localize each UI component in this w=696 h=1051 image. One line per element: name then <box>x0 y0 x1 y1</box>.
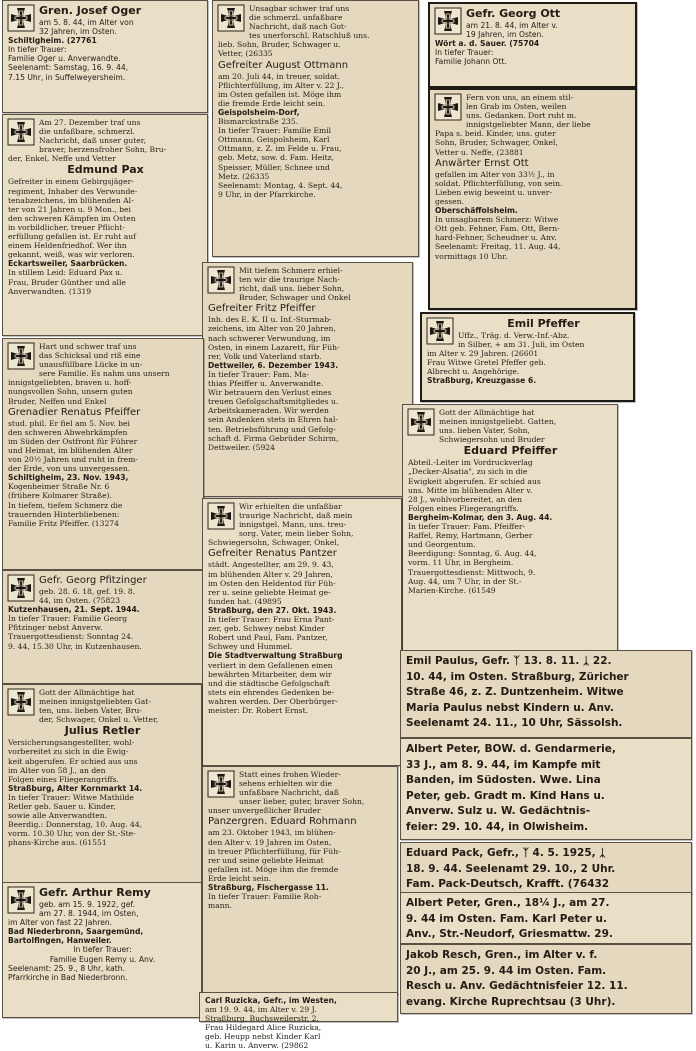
obituary-text-line: erfüllung gefallen ist. Er ruht auf <box>8 232 136 242</box>
iron-cross-icon <box>208 771 234 797</box>
obituary-text-line: Seelenamt: Freitag, 11. Aug. 44, <box>435 242 561 252</box>
obituary-text-line: vormittags 10 Uhr. <box>435 251 508 261</box>
obituary-text-line: Ottmann, z. Z. im Felde u. Frau, <box>218 144 342 154</box>
obituary-text-line: evang. Kirche Ruprechtsau (3 Uhr). <box>406 995 616 1008</box>
obituary-text-line: 19 Jahren, im Osten. <box>466 30 544 40</box>
obituary-name: Panzergren. Eduard Rohmann <box>208 816 357 828</box>
obituary-text-line: zeichens, im Alter von 20 Jahren, <box>208 324 336 334</box>
obituary-text-line: ten wir die traurige Nach- <box>239 275 340 285</box>
obituary-text-line: am 21. 8. 44, im Alter v. <box>466 21 558 30</box>
obituary-text-line: 32 Jahren, im Osten. <box>39 27 117 37</box>
obituary-text-line: In tiefer Trauer: Fam. Pfeiffer- <box>408 522 526 532</box>
obituary-text-line: im Alter v. 29 Jahren. (26601 <box>427 349 539 359</box>
obituary-text-line: Inh. des E. K. II u. Inf.-Sturmab- <box>208 315 332 325</box>
obituary-text-line: im Alter von fast 22 Jahren. <box>8 918 113 928</box>
obituary-text-line: In tiefer Trauer: Familie Emil <box>218 126 332 136</box>
obituary-text-line: Anv., Str.-Neudorf, Griesmattw. 29. <box>406 928 613 940</box>
obituary-name: Gefreiter August Ottmann <box>218 59 349 71</box>
obituary-text-line: Straßburg, den 27. Okt. 1943. <box>208 605 337 615</box>
obituary-text-line: nach schwerer Verwundung, im <box>208 333 331 343</box>
obituary-text-line: mann. <box>208 901 232 911</box>
obituary-text-line: Bartolfingen, Hanweiler. <box>8 936 112 946</box>
iron-cross-icon <box>408 409 434 435</box>
obituary-text-line: uns. lieben Vater, Sohn, <box>439 426 530 436</box>
obituary-text-line: Schwiegersohn und Bruder <box>439 435 545 445</box>
obituary-text-line: innigstgeliebter Mann, der liebe <box>466 120 591 130</box>
iron-cross-icon <box>208 267 234 293</box>
obituary-text-line: Kogenheimer Straße Nr. 6 <box>8 482 110 492</box>
obituary-text-line: keit abgerufen. Er schied aus uns <box>8 756 138 766</box>
obituary-name: Edmund Pax <box>67 163 144 177</box>
obituary-text-line: die schmerzl. unfaßbare <box>249 13 343 23</box>
obituary-text-line: in treuer Pflichterfüllung, für Füh- <box>208 846 341 856</box>
iron-cross-icon <box>208 503 234 529</box>
obituary-text-line: Straßburg, Kreuzgasse 6. <box>427 376 537 386</box>
obituary-text-line: Die Stadtverwaltung Straßburg <box>208 651 343 661</box>
obituary-text-line: im Alter von 58 J., an den <box>8 765 106 775</box>
obituary-clipping <box>2 114 208 336</box>
obituary-text-line: sein Andenken stets in Ehren hal- <box>208 415 338 425</box>
obituary-text-line: Raffel, Remy, Hartmann, Gerber <box>408 531 533 541</box>
obituary-text-line: im Osten gefallen ist. Möge ihm <box>218 89 342 99</box>
obituary-text-line: sowie alle Anverwandten. <box>8 811 108 821</box>
obituary-clipping <box>428 2 637 88</box>
obituary-text-line: In tiefem, tiefem Schmerz die <box>8 500 123 510</box>
iron-cross-icon <box>435 8 461 34</box>
obituary-text-line: die unfaßbare, schmerzl. <box>39 127 135 137</box>
obituary-name: Julius Retler <box>64 724 141 738</box>
obituary-text-line: Oberschäffolsheim. <box>435 206 518 216</box>
obituary-text-line: In tiefer Trauer: Familie Roh- <box>208 892 322 902</box>
obituary-text-line: Straßburg, Buchsweilerstr. 2. <box>205 1014 319 1024</box>
obituary-text-line: Fern von uns, an einem stil- <box>466 93 574 102</box>
obituary-text-line: Bruder, Schwager und Onkel <box>239 293 351 303</box>
obituary-text-line: In stillem Leid: Eduard Pax u. <box>8 268 123 278</box>
iron-cross-icon <box>8 343 34 369</box>
iron-cross-icon <box>8 575 34 601</box>
iron-cross-icon <box>8 119 34 145</box>
obituary-text-line: Straße 46, z. Z. Duntzenheim. Witwe <box>406 686 624 698</box>
obituary-text-line: Bergheim-Kolmar, den 3. Aug. 44. <box>408 512 553 522</box>
obituary-text-line: Schwiegersohn, Schwager, Onkel, <box>208 538 340 548</box>
obituary-clipping <box>400 738 692 840</box>
obituary-text-line: einem Heldenfriedhof. Wer ihn <box>8 241 127 251</box>
obituary-text-line: phans-Kirche aus. (61551 <box>8 838 107 848</box>
obituary-text-line: Seelenamt: Montag, 4. Sept. 44, <box>218 180 343 190</box>
obituary-text-line: Banden, im Südosten. Wwe. Lina <box>406 774 601 786</box>
obituary-text-line: funden hat. (49895 <box>208 596 282 606</box>
obituary-text-line: Statt eines frohen Wieder- <box>239 770 341 779</box>
obituary-text-line: Gott der Allmächtige hat <box>439 408 535 417</box>
obituary-text-line: ter von 21 Jahren u. 9 Mon., bei <box>8 204 131 214</box>
obituary-text-line: hard-Fehner, Scheudner u. Anv. <box>435 233 557 243</box>
obituary-text-line: den Alter v. 19 Jahren im Osten, <box>208 837 332 847</box>
obituary-text-line: geb. am 15. 9. 1922, gef. <box>39 900 135 909</box>
obituary-text-line: ten, uns. lieben Vater, Bru- <box>39 706 142 716</box>
obituary-text-line: In unsagbarem Schmerz: Witwe <box>435 215 559 225</box>
obituary-text-line: thias Pfeiffer u. Anverwandte. <box>208 379 324 389</box>
obituary-text-line: u. Karin u. Anverw. (29862 <box>205 1041 309 1051</box>
obituary-text-line: Beerdig.: Donnerstag, 10. Aug. 44, <box>8 820 143 830</box>
obituary-text-line: geb. Heupp nebst Kinder Karl <box>205 1032 321 1042</box>
obituary-text-line: Kutzenhausen, 21. Sept. 1944. <box>8 605 140 615</box>
iron-cross-icon <box>427 318 453 344</box>
obituary-text-line: vorbereitet zu sich in die Ewig- <box>8 747 129 757</box>
obituary-text-line: richt, daß uns. lieber Sohn, <box>239 284 345 294</box>
obituary-text-line: Am 27. Dezember traf uns <box>39 118 141 127</box>
obituary-text-line: Wört a. d. Sauer. (75704 <box>435 39 540 49</box>
obituary-name: Gefreiter Renatus Pantzer <box>208 548 337 560</box>
obituary-text-line: uns. Gedanken. Dort ruht m. <box>466 111 577 121</box>
obituary-text-line: Bad Niederbronn, Saargemünd, <box>8 927 144 937</box>
obituary-text-line: Retler geb. Sauer u. Kinder, <box>8 802 116 812</box>
obituary-text-line: Osten, in einem Lazarett, für Füh- <box>208 342 340 352</box>
obituary-text-line: unser lieber, guter, braver Sohn, <box>239 797 365 807</box>
obituary-text-line: Arbeitskameraden. Wir werden <box>208 406 329 416</box>
obituary-text-line: Fam. Pack-Deutsch, Krafft. (76432 <box>406 878 610 890</box>
obituary-text-line: unser unvergeßlicher Bruder <box>208 806 321 816</box>
obituary-text-line: am 27. 8. 1944, im Osten, <box>39 909 139 919</box>
obituary-text-line: In tiefer Trauer: Familie Georg <box>8 614 128 624</box>
obituary-text-line: Folgen eines Fliegerangriffs. <box>8 774 119 784</box>
obituary-name: Gren. Josef Oger <box>39 4 142 17</box>
obituary-text-line: Trauergottesdienst: Mittwoch, 9. <box>408 567 536 577</box>
obituary-text-line: Versicherungsangestellter, wohl- <box>8 738 135 748</box>
obituary-text-line: Seelenamt: Samstag, 16. 9. 44, <box>8 63 129 73</box>
obituary-text-line: am 19. 9. 44, im Alter v. 29 J. <box>205 1005 317 1015</box>
obituary-text-line: Nachricht, daß nach Got- <box>249 22 347 32</box>
obituary-text-line: Maria Paulus nebst Kindern u. Anv. <box>406 701 614 714</box>
obituary-name: Gefr. Arthur Remy <box>39 886 151 899</box>
obituary-text-line: Straßburg, Alter Kornmarkt 14. <box>8 783 143 793</box>
obituary-text-line: Marien-Kirche. (61549 <box>408 585 496 595</box>
obituary-text-line: In tiefer Trauer: Witwe Mathilde <box>8 792 134 802</box>
obituary-name: Eduard Pfeiffer <box>463 444 558 458</box>
obituary-clipping <box>2 882 202 1018</box>
obituary-text-line: rer u. seine geliebte Heimat ge- <box>208 587 331 597</box>
obituary-text-line: unausfüllbare Lücke in un- <box>39 360 143 370</box>
obituary-text-line: und die städtische Gefolgschaft <box>208 678 330 688</box>
obituary-text-line: rer, Volk und Vaterland starb. <box>208 351 322 361</box>
obituary-text-line: im Osten den Heldentod für Füh- <box>208 578 336 588</box>
obituary-text-line: Metz. (26335 <box>218 171 270 181</box>
obituary-text-line: Beerdigung: Sonntag, 6. Aug. 44, <box>408 549 537 559</box>
obituary-text-line: Eckartsweiler, Saarbrücken. <box>8 259 128 269</box>
obituary-text-line: gekannt, weiß, was wir verloren. <box>8 250 135 260</box>
obituary-name: Grenadier Renatus Pfeiffer <box>8 406 141 418</box>
obituary-text-line: Familie Eugen Remy u. Anv. <box>49 954 156 964</box>
obituary-text-line: 20 J., am 25. 9. 44 im Osten. Fam. <box>406 964 607 977</box>
obituary-text-line: Carl Ruzicka, Gefr., im Westen, <box>205 996 337 1005</box>
obituary-text-line: In tiefer Trauer: <box>73 945 132 955</box>
obituary-clipping <box>402 404 618 654</box>
obituary-text-line: Wir erhielten die unfaßbar <box>239 502 342 511</box>
obituary-text-line: Anverw. Sulz u. W. Gedächtnis- <box>406 805 591 817</box>
obituary-text-line: Pfarrkirche in Bad Niederbronn. <box>8 972 128 982</box>
obituary-text-line: zer, geb. Schwey nebst Kinder <box>208 624 325 634</box>
obituary-text-line: treuen Gefolgschaftsmitgliedes u. <box>208 397 339 407</box>
obituary-text-line: den schweren Abwehrkämpfen <box>8 427 128 437</box>
obituary-text-line: uns. Mitte im blühenden Alter v. <box>408 485 533 495</box>
obituary-text-line: Sohn, Bruder, Schwager, Onkel, <box>435 138 558 148</box>
obituary-text-line: von 20½ Jahren und ruht in frem- <box>8 455 138 465</box>
obituary-text-line: Unsagbar schwer traf uns <box>249 4 350 13</box>
obituary-text-line: Schiltigheim. (27761 <box>8 36 97 46</box>
obituary-text-line: städt. Angestellter, am 29. 9. 43, <box>208 560 334 570</box>
obituary-text-line: In tiefer Trauer: <box>435 48 494 58</box>
obituary-text-line: unfaßbare Nachricht, daß <box>239 788 339 798</box>
obituary-text-line: Eduard Pack, Gefr., ᛉ 4. 5. 1925, ᛣ <box>406 847 606 859</box>
obituary-text-line: Seelenamt 24. 11., 10 Uhr, Sässolsh. <box>406 717 623 729</box>
obituary-name: Gefreiter Fritz Pfeiffer <box>208 303 316 315</box>
obituary-text-line: vorm. 10.30 Uhr, von der St.-Ste- <box>8 829 136 839</box>
obituary-text-line: Speisser, Müller, Schnee und <box>218 162 330 172</box>
obituary-text-line: Albert Peter, Gren., 18¼ J., am 27. <box>406 897 610 909</box>
obituary-text-line: und Georgentum. <box>408 540 476 550</box>
obituary-text-line: feier: 29. 10. 44, in Olwisheim. <box>406 820 589 833</box>
obituary-text-line: am 5. 8. 44, im Alter von <box>39 18 134 27</box>
obituary-name: Emil Pfeffer <box>507 317 580 330</box>
obituary-text-line: „Decker-Alsatia", zu sich in die <box>408 467 528 477</box>
obituary-text-line: In tiefer Trauer: <box>8 45 67 55</box>
obituary-text-line: gefallen im Alter von 33½ J., in <box>435 169 555 179</box>
obituary-clipping <box>202 262 413 497</box>
obituary-text-line: und Heimat, im blühenden Alter <box>8 445 133 455</box>
obituary-text-line: das Schicksal und riß eine <box>39 351 141 361</box>
obituary-clipping <box>2 338 204 570</box>
obituary-text-line: 9 Uhr, in der Pfarrkirche. <box>218 189 316 199</box>
obituary-clipping <box>428 88 637 310</box>
obituary-text-line: Anverwandten. (1319 <box>8 286 92 296</box>
obituary-text-line: Familie Johann Ott. <box>435 57 507 67</box>
obituary-text-line: Mit tiefem Schmerz erhiel- <box>239 266 343 275</box>
obituary-text-line: stud. phil. Er fiel am 5. Nov. bei <box>8 418 130 428</box>
obituary-text-line: traurige Nachricht, daß mein <box>239 511 353 521</box>
obituary-text-line: Lieben ewig beweint u. unver- <box>435 187 552 197</box>
obituary-text-line: Bismarckstraße 235. <box>218 117 299 127</box>
obituary-text-line: Gefreiter in einem Gebirgsjäger- <box>8 177 134 187</box>
obituary-text-line: meister: Dr. Robert Ernst. <box>208 705 309 715</box>
obituary-text-line: bewährten Mitarbeiter, dem wir <box>208 669 332 679</box>
obituary-text-line: innigstgel. Mann, uns. treu- <box>239 520 347 530</box>
obituary-text-line: Pfitzinger nebst Anverw. <box>8 623 103 633</box>
obituary-text-line: geb. 28. 6. 18, gef. 19. 8. <box>39 587 136 596</box>
obituary-text-line: 9. 44, 15.30 Uhr, in Kutzenhausen. <box>8 641 142 651</box>
obituary-text-line: Aug. 44, um 7 Uhr, in der St.- <box>408 576 522 586</box>
iron-cross-icon <box>435 94 461 120</box>
obituary-text-line: Frau Witwe Gretel Pfeffer geb. <box>427 358 546 368</box>
obituary-text-line: Frau, Bruder Günther und alle <box>8 277 126 287</box>
obituary-text-line: im blühenden Alter v. 29 Jahren, <box>208 569 333 579</box>
obituary-text-line: geb. Metz, sow. d. Fam. Heitz, <box>218 153 335 163</box>
obituary-clipping <box>400 842 692 894</box>
obituary-text-line: am 20. Juli 44, in treuer, soldat. <box>218 71 340 81</box>
obituary-text-line: der, Schwager, Onkel u. Vetter, <box>39 715 159 725</box>
obituary-text-line: stets ein ehrendes Gedenken be- <box>208 687 335 697</box>
obituary-text-line: braver, herzensfroher Sohn, Bru- <box>39 145 167 155</box>
obituary-text-line: 7.15 Uhr, in Suffelweyersheim. <box>8 72 126 82</box>
obituary-text-line: sorg. Vater, mein lieber Sohn, <box>239 529 354 539</box>
iron-cross-icon <box>8 887 34 913</box>
obituary-clipping <box>400 892 692 944</box>
obituary-clipping <box>212 0 419 257</box>
obituary-text-line: len Grab im Osten, weilen <box>466 102 567 112</box>
obituary-text-line: gefallen ist. Möge ihm die fremde <box>208 864 339 874</box>
obituary-text-line: der Erde, von uns unvergessen. <box>8 464 131 474</box>
obituary-name: Gefr. Georg Pfitzinger <box>39 575 147 586</box>
obituary-text-line: 9. 44 im Osten. Fam. Karl Peter u. <box>406 912 607 925</box>
obituary-text-line: rer und seine geliebte Heimat <box>208 855 324 865</box>
iron-cross-icon <box>8 689 34 715</box>
obituary-text-line: Albrecht u. Angehörige. <box>427 367 520 377</box>
obituary-text-line: 10. 44, im Osten. Straßburg, Züricher <box>406 670 629 683</box>
obituary-text-line: regiment, Inhaber des Verwunde- <box>8 186 138 196</box>
obituary-text-line: der, Enkel, Neffe und Vetter <box>8 154 116 164</box>
obituary-text-line: wahren werden. Der Oberbürger- <box>208 696 338 706</box>
obituary-text-line: am 23. Oktober 1943, im blühen- <box>208 828 336 838</box>
obituary-text-line: Geispolsheim-Dorf, <box>218 107 300 117</box>
obituary-clipping <box>202 498 402 766</box>
obituary-text-line: Folgen eines Fliegerangriffs. <box>408 503 519 513</box>
obituary-text-line: (frühere Kolmarer Straße). <box>8 491 112 501</box>
obituary-text-line: ten. Betriebsführung und Gefolg- <box>208 424 336 434</box>
obituary-text-line: Ewigkeit abgerufen. Er schied aus <box>408 476 541 486</box>
obituary-text-line: die fremde Erde leicht sein. <box>218 98 326 108</box>
obituary-text-line: Schwey und Hummel. <box>208 642 293 652</box>
obituary-text-line: Papa s. beid. Kinder, uns. guter <box>435 129 556 139</box>
obituary-clipping <box>202 766 398 994</box>
obituary-text-line: Hart und schwer traf uns <box>39 342 137 351</box>
obituary-text-line: tes unerforschl. Ratschluß uns. <box>249 31 370 41</box>
obituary-text-line: In tiefer Trauer: Frau Erna Pant- <box>208 615 335 625</box>
obituary-text-line: Erde leicht sein. <box>208 873 272 883</box>
obituary-text-line: Albert Peter, BOW. d. Gendarmerie, <box>406 743 616 755</box>
obituary-text-line: 28 J., wohlvorbereitet, an den <box>408 494 523 504</box>
obituary-text-line: Emil Paulus, Gefr. ᛉ 13. 8. 11. ᛣ 22. <box>406 655 612 667</box>
obituary-text-line: Dettweiler, 6. Dezember 1943. <box>208 360 339 370</box>
obituary-text-line: schaft d. Firma Gebrüder Schirm, <box>208 433 339 443</box>
obituary-text-line: lieb. Sohn, Bruder, Schwager u. <box>218 40 341 50</box>
obituary-text-line: Nachricht, daß unser guter, <box>39 136 146 146</box>
obituary-text-line: 44, im Osten. (75823 <box>39 596 121 606</box>
obituary-text-line: Gott der Allmächtige hat <box>39 688 135 697</box>
obituary-text-line: Frau Hildegard Alice Ruzicka, <box>205 1023 322 1033</box>
obituary-text-line: Familie Fritz Pfeiffer. (13274 <box>8 518 119 528</box>
obituary-clipping <box>2 0 208 113</box>
obituary-text-line: gessen. <box>435 196 464 206</box>
obituary-text-line: 33 J., am 8. 9. 44, im Kampfe mit <box>406 758 601 771</box>
obituary-text-line: Robert und Paul, Fam. Pantzer, <box>208 633 328 643</box>
obituary-text-line: sere Familie. Es nahm uns unsern <box>39 369 170 379</box>
obituary-text-line: nungsvollen Sohn, unsern guten <box>8 387 133 397</box>
obituary-text-line: verliert in dem Gefallenen einen <box>208 660 333 670</box>
obituary-text-line: Pflichterfüllung, im Alter v. 22 J., <box>218 80 345 90</box>
obituary-name: Anwärter Ernst Ott <box>435 157 529 169</box>
iron-cross-icon <box>8 5 34 31</box>
obituary-text-line: innigstgeliebten, braven u. hoff- <box>8 378 132 388</box>
obituary-text-line: Seelenamt: 25. 9., 8 Uhr, kath. <box>8 963 126 973</box>
obituary-clipping <box>400 650 692 738</box>
obituary-text-line: Dettweiler. (5924 <box>208 442 275 452</box>
obituary-text-line: 18. 9. 44. Seelenamt 29. 10., 2 Uhr. <box>406 862 616 875</box>
obituary-text-line: trauernden Hinterbliebenen: <box>8 509 120 519</box>
obituary-clipping <box>2 684 202 884</box>
obituary-text-line: Straßburg, Fischergasse 11. <box>208 883 329 893</box>
obituary-text-line: meinen innigstgeliebt. Gatten, <box>439 417 557 427</box>
obituary-text-line: Familie Oger u. Anverwandte. <box>8 54 121 64</box>
obituary-text-line: Uffz., Träg. d. Verw.-Inf.-Abz. <box>458 331 570 340</box>
obituary-text-line: Peter, geb. Gradt m. Kind Hans u. <box>406 789 605 802</box>
obituary-text-line: Wir betrauern den Verlust eines <box>208 388 332 398</box>
obituary-text-line: Jakob Resch, Gren., im Alter v. f. <box>406 949 598 961</box>
obituary-text-line: Trauergottesdienst: Sonntag 24. <box>8 632 134 642</box>
obituary-text-line: Vetter u. Neffe, (23881 <box>435 147 524 157</box>
obituary-clipping <box>199 992 398 1051</box>
obituary-clipping <box>420 312 635 402</box>
obituary-text-line: im Süden der Ostfront für Führer <box>8 436 138 446</box>
obituary-text-line: vorm. 11 Uhr, in Bergheim. <box>408 558 514 568</box>
obituary-text-line: soldat. Pflichterfüllung, von sein. <box>435 178 563 188</box>
obituary-text-line: Ott geb. Fehner, Fam. Ott, Bern- <box>435 224 560 234</box>
obituary-clipping <box>2 570 204 684</box>
obituary-text-line: Ottmann, Geispolsheim, Karl <box>218 135 330 145</box>
obituary-name: Gefr. Georg Ott <box>466 7 561 20</box>
obituary-text-line: Vetter, (26335 <box>218 49 273 59</box>
obituary-text-line: in vorbildlicher, treuer Pflicht- <box>8 222 125 232</box>
obituary-text-line: meinen innigstgeliebten Gat- <box>39 697 151 707</box>
obituary-text-line: Bruder, Neffen und Enkel <box>8 396 107 406</box>
obituary-text-line: In tiefer Trauer: Fam. Ma- <box>208 369 310 379</box>
obituary-clipping <box>400 944 692 1014</box>
obituary-text-line: Schiltigheim, 23. Nov. 1943, <box>8 473 129 483</box>
obituary-text-line: in Silber, + am 31. Juli, im Osten <box>458 340 585 350</box>
obituary-text-line: den schweren Kämpfen im Osten <box>8 213 136 223</box>
obituary-text-line: sehens erhielten wir die <box>239 779 332 789</box>
iron-cross-icon <box>218 5 244 31</box>
obituary-text-line: Abteil.-Leiter im Vordruckverlag <box>408 458 533 468</box>
obituary-text-line: Resch u. Anv. Gedächtnisfeier 12. 11. <box>406 980 628 992</box>
obituary-text-line: tenabzeichens, im blühenden Al- <box>8 195 134 205</box>
